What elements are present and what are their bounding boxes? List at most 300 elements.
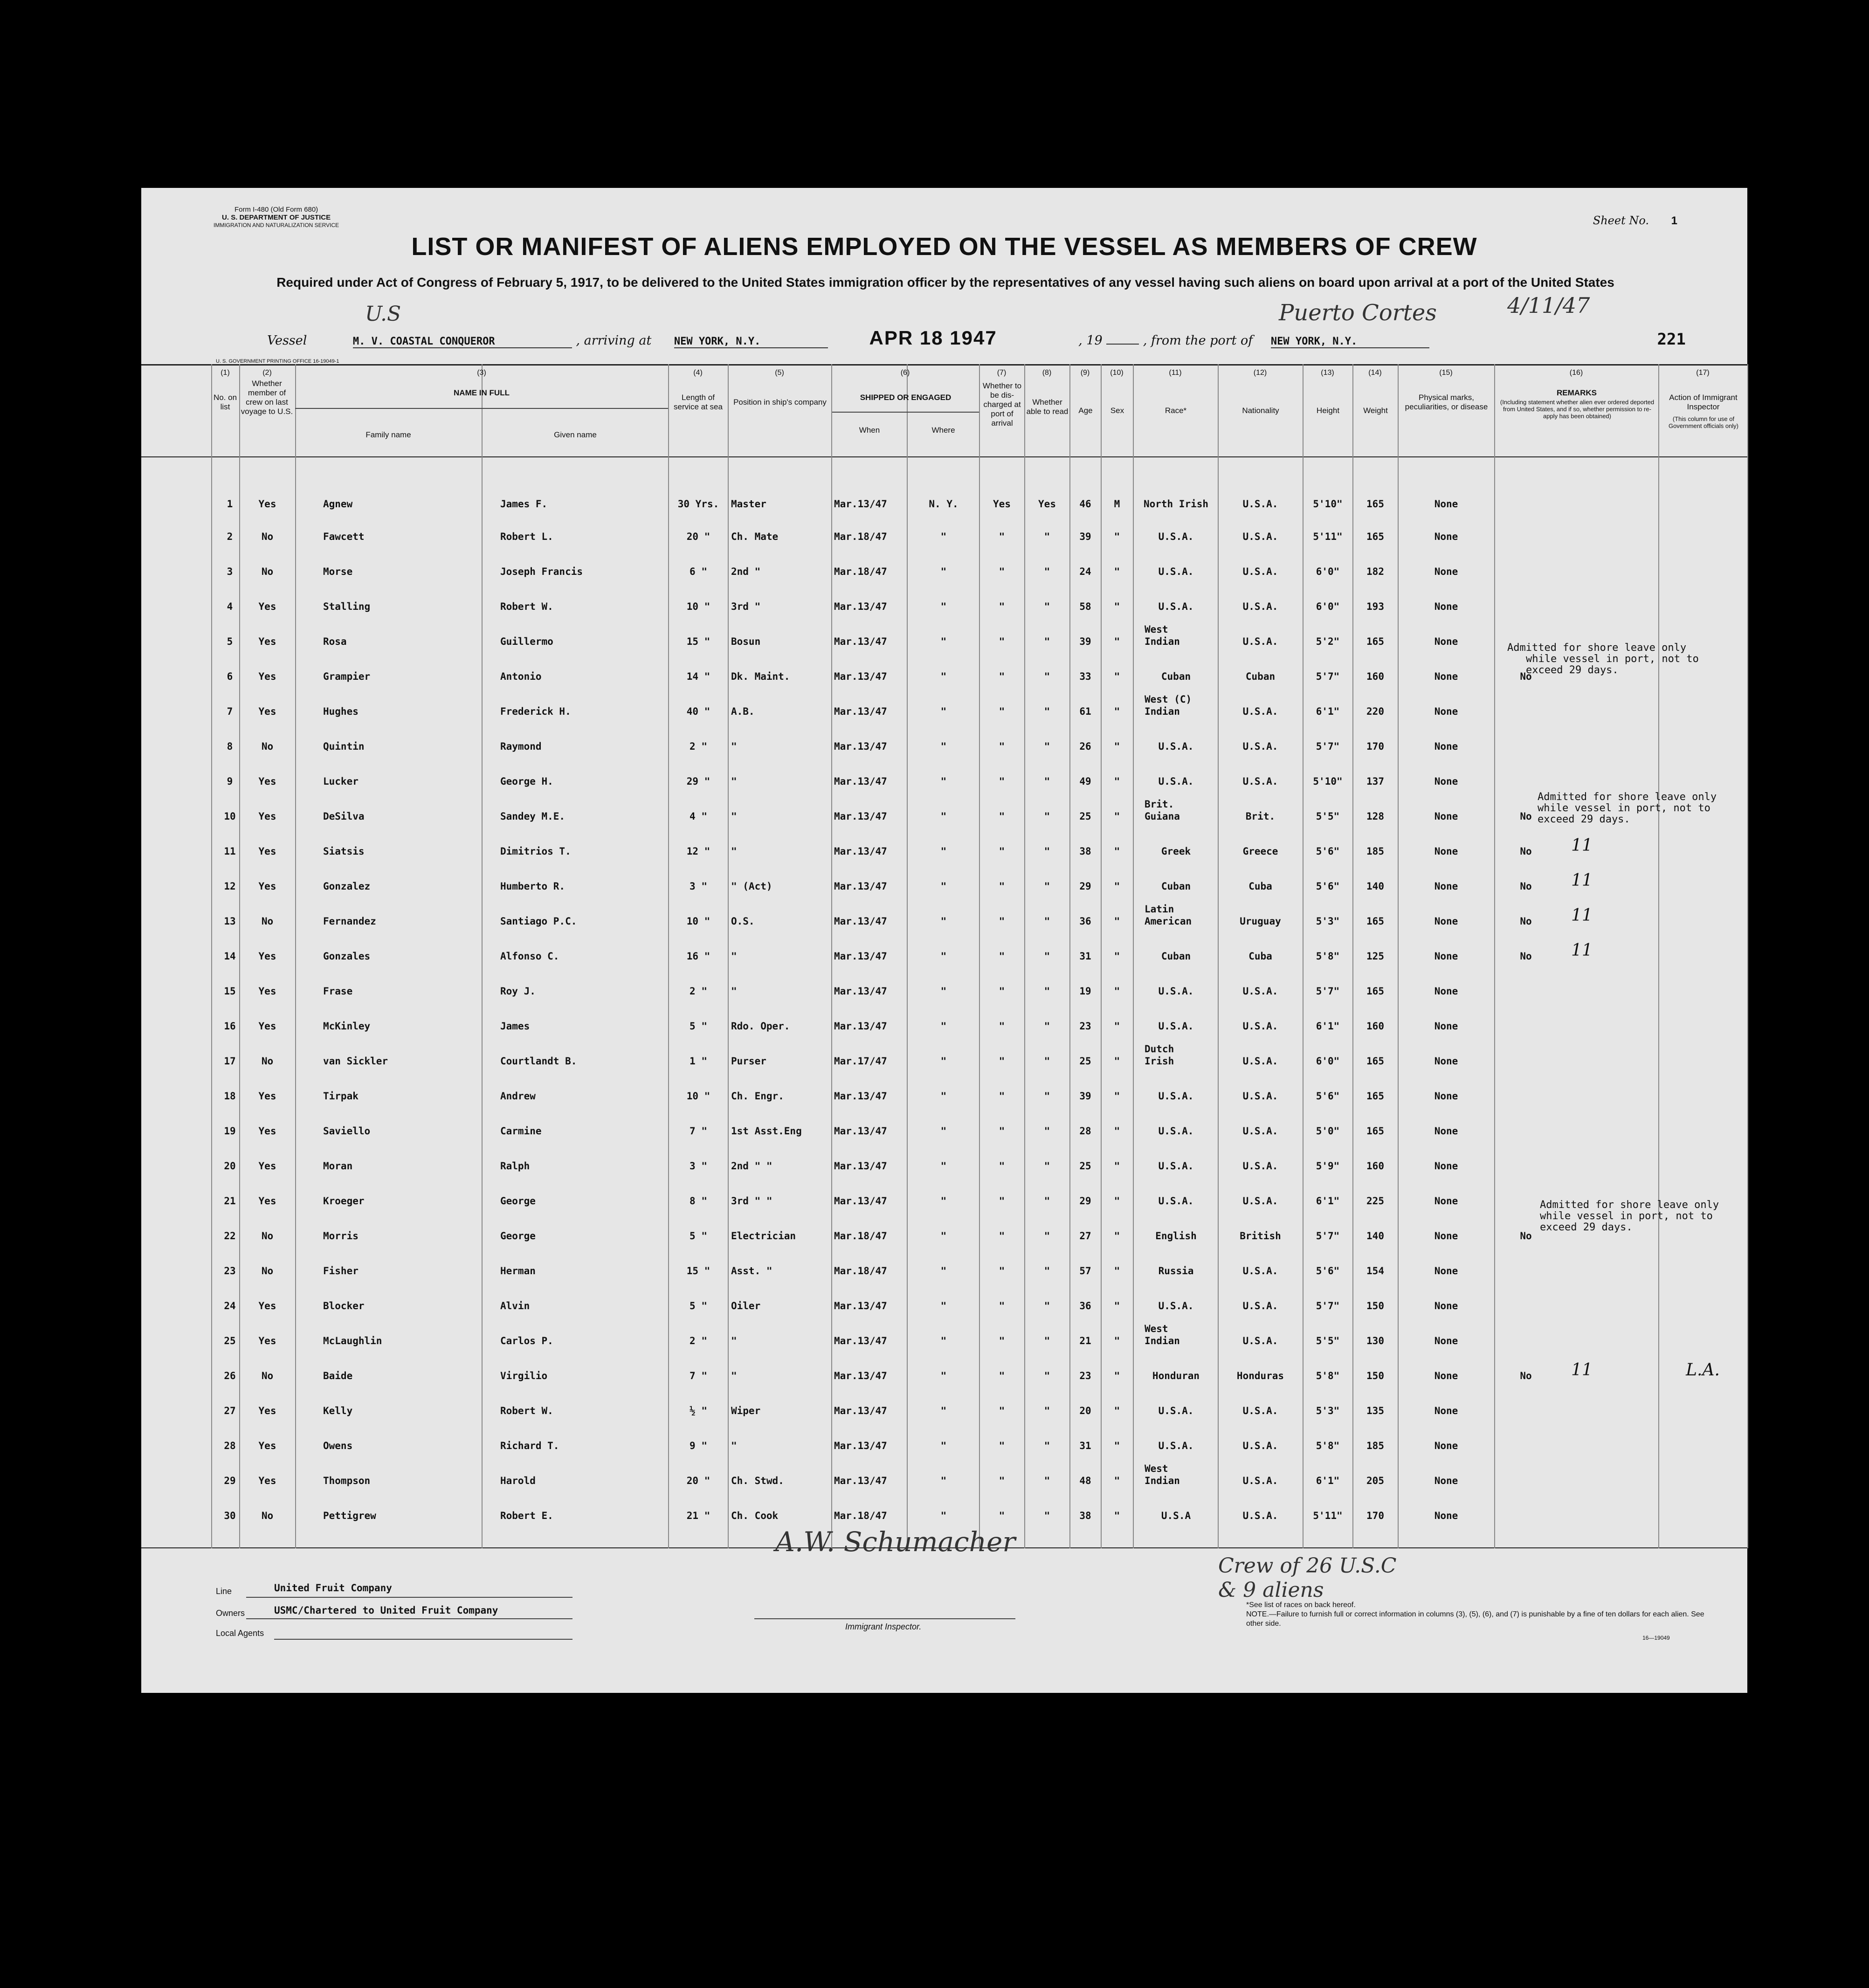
cell-age: 57 (1079, 1265, 1091, 1277)
cell-discharged: " (999, 811, 1005, 822)
cell-position: Ch. Engr. (731, 1091, 784, 1102)
cell-read: " (1044, 811, 1050, 822)
cell-family: Moran (323, 1160, 353, 1172)
cell-physical: None (1434, 846, 1458, 857)
cell-nationality: U.S.A. (1242, 498, 1278, 510)
cell-height: 5'0" (1316, 1125, 1340, 1137)
remark-line: while vessel in port, not to (1540, 1210, 1713, 1222)
cell-rem-no: No (1520, 1370, 1532, 1381)
form-id (214, 206, 339, 229)
cell-read: " (1044, 1056, 1050, 1067)
cell-sex: " (1114, 1195, 1120, 1207)
cell-position: Bosun (731, 636, 761, 647)
cell-no: 23 (224, 1265, 236, 1277)
cell-length: 1 " (690, 1056, 707, 1067)
remark-line: Admitted for shore leave only (1507, 642, 1687, 654)
cell-height: 5'6" (1316, 1091, 1340, 1102)
cell-member: Yes (258, 951, 276, 962)
cell-length: 10 " (686, 601, 710, 612)
cell-nationality: Cuba (1248, 951, 1272, 962)
cell-no: 12 (224, 881, 236, 892)
cell-position: 3rd " " (731, 1195, 772, 1207)
cell-sex: " (1114, 1405, 1120, 1416)
vessel-label: Vessel (267, 333, 307, 348)
cell-discharged: " (999, 566, 1005, 577)
cell-read: " (1044, 916, 1050, 927)
cell-sex: " (1114, 636, 1120, 647)
cell-height: 5'2" (1316, 636, 1340, 647)
cell-weight: 128 (1366, 811, 1384, 822)
cell-position: Ch. Mate (731, 531, 779, 542)
cell-rem-no: No (1520, 916, 1532, 927)
cell-family: Kelly (323, 1405, 353, 1416)
header-when: When (859, 426, 880, 435)
cell-height: 5'3" (1316, 916, 1340, 927)
cell-length: 2 " (690, 986, 707, 997)
cell-rem-ditto: 11 (1571, 1360, 1593, 1380)
cell-nationality: Honduras (1236, 1370, 1284, 1381)
cell-family: Stalling (323, 601, 371, 612)
cell-sex: " (1114, 1056, 1120, 1067)
cell-race: U.S.A. (1158, 986, 1194, 997)
cell-where: " (940, 636, 947, 647)
cell-sex: " (1114, 951, 1120, 962)
cell-physical: None (1434, 1230, 1458, 1242)
cell-member: Yes (258, 1475, 276, 1486)
column-number: (9) (1080, 369, 1090, 377)
cell-age: 36 (1079, 916, 1091, 927)
cell-where: " (940, 531, 947, 542)
line-label: Line (216, 1587, 232, 1596)
cell-when: Mar.13/47 (834, 916, 887, 927)
column-number: (6) (900, 369, 910, 377)
cell-height: 6'1" (1316, 1021, 1340, 1032)
cell-sex: " (1114, 1160, 1120, 1172)
cell-weight: 160 (1366, 1021, 1384, 1032)
cell-given: Santiago P.C. (500, 916, 577, 927)
cell-given: Roy J. (500, 986, 536, 997)
header-where: Where (931, 426, 955, 435)
page-subtitle: Required under Act of Congress of February 5, 1917, to be delivered to the United States immigration officer by the representatives of any vessel having such aliens on board upon arrival at a port of the United States (276, 275, 1614, 290)
cell-sex: " (1114, 811, 1120, 822)
cell-member: No (261, 1510, 274, 1521)
cell-when: Mar.13/47 (834, 636, 887, 647)
cell-where: " (940, 1230, 947, 1242)
cell-member: No (261, 1056, 274, 1067)
cell-age: 29 (1079, 1195, 1091, 1207)
cell-when: Mar.13/47 (834, 1405, 887, 1416)
cell-nationality: U.S.A. (1242, 1405, 1278, 1416)
cell-read: " (1044, 601, 1050, 612)
cell-race: U.S.A. (1158, 1091, 1194, 1102)
cell-race: U.S.A. (1158, 1021, 1194, 1032)
header-height: Height (1316, 406, 1340, 415)
cell-read: " (1044, 636, 1050, 647)
cell-race: West Indian (1145, 1323, 1180, 1346)
cell-weight: 140 (1366, 1230, 1384, 1242)
cell-nationality: U.S.A. (1242, 1091, 1278, 1102)
cell-given: Robert W. (500, 601, 553, 612)
cell-nationality: Cuba (1248, 881, 1272, 892)
cell-action: L.A. (1686, 1360, 1720, 1380)
column-number: (16) (1569, 369, 1583, 377)
cell-sex: " (1114, 986, 1120, 997)
cell-discharged: " (999, 741, 1005, 752)
cell-given: James (500, 1021, 530, 1032)
shipped-divider (832, 412, 979, 413)
cell-race: North Irish (1143, 498, 1209, 510)
cell-race: U.S.A. (1158, 1125, 1194, 1137)
cell-no: 5 (227, 636, 233, 647)
cell-no: 21 (224, 1195, 236, 1207)
cell-given: Antonio (500, 671, 542, 682)
cell-length: 2 " (690, 741, 707, 752)
cell-discharged: " (999, 916, 1005, 927)
cell-sex: " (1114, 706, 1120, 717)
cell-read: " (1044, 566, 1050, 577)
cell-read: " (1044, 1160, 1050, 1172)
cell-height: 5'6" (1316, 846, 1340, 857)
cell-family: van Sickler (323, 1056, 388, 1067)
cell-member: Yes (258, 601, 276, 612)
column-number: (12) (1253, 369, 1267, 377)
cell-age: 49 (1079, 776, 1091, 787)
cell-given: Dimitrios T. (500, 846, 571, 857)
arrival-date-stamp: APR 18 1947 (869, 327, 997, 349)
cell-physical: None (1434, 916, 1458, 927)
cell-family: Blocker (323, 1300, 365, 1312)
cell-member: Yes (258, 1160, 276, 1172)
cell-position: " (Act) (731, 881, 772, 892)
cell-position: " (731, 1335, 737, 1346)
cell-sex: " (1114, 1475, 1120, 1486)
cell-length: 7 " (690, 1370, 707, 1381)
cell-when: Mar.13/47 (834, 951, 887, 962)
cell-discharged: " (999, 1265, 1005, 1277)
cell-age: 19 (1079, 986, 1091, 997)
cell-given: Courtlandt B. (500, 1056, 577, 1067)
cell-nationality: U.S.A. (1242, 706, 1278, 717)
cell-height: 6'1" (1316, 706, 1340, 717)
cell-rem-ditto: 11 (1571, 836, 1593, 855)
cell-given: Robert W. (500, 1405, 553, 1416)
cell-member: Yes (258, 1195, 276, 1207)
cell-height: 6'1" (1316, 1475, 1340, 1486)
cell-weight: 182 (1366, 566, 1384, 577)
header-weight: Weight (1363, 406, 1388, 415)
cell-rem-ditto: 11 (1571, 871, 1593, 890)
cell-no: 14 (224, 951, 236, 962)
cell-race: U.S.A (1161, 1510, 1191, 1521)
cell-position: Master (731, 498, 766, 510)
cell-position: Oiler (731, 1300, 761, 1312)
cell-age: 25 (1079, 811, 1091, 822)
cell-age: 46 (1079, 498, 1091, 510)
cell-height: 5'7" (1316, 1300, 1340, 1312)
cell-length: 20 " (686, 531, 710, 542)
cell-no: 9 (227, 776, 233, 787)
column-number: (13) (1321, 369, 1334, 377)
cell-read: " (1044, 951, 1050, 962)
cell-read: " (1044, 671, 1050, 682)
cell-where: " (940, 1265, 947, 1277)
cell-length: 16 " (686, 951, 710, 962)
remark-line: while vessel in port, not to (1538, 802, 1710, 814)
cell-sex: " (1114, 1440, 1120, 1451)
cell-rem-no: No (1520, 846, 1532, 857)
cell-where: " (940, 986, 947, 997)
cell-given: Andrew (500, 1091, 536, 1102)
cell-when: Mar.13/47 (834, 1160, 887, 1172)
cell-physical: None (1434, 1405, 1458, 1416)
cell-nationality: U.S.A. (1242, 566, 1278, 577)
cell-height: 6'0" (1316, 1056, 1340, 1067)
column-number: (5) (775, 369, 784, 377)
cell-read: " (1044, 1265, 1050, 1277)
cell-discharged: " (999, 1510, 1005, 1521)
cell-length: 5 " (690, 1230, 707, 1242)
cell-no: 16 (224, 1021, 236, 1032)
cell-physical: None (1434, 1440, 1458, 1451)
cell-where: " (940, 1475, 947, 1486)
cell-where: " (940, 1370, 947, 1381)
column-rule (979, 364, 980, 1548)
cell-position: 3rd " (731, 601, 761, 612)
cell-rem-no: No (1520, 811, 1532, 822)
cell-family: Rosa (323, 636, 347, 647)
cell-weight: 150 (1366, 1370, 1384, 1381)
cell-weight: 193 (1366, 601, 1384, 612)
cell-length: ½ " (690, 1405, 707, 1416)
cell-family: Gonzalez (323, 881, 371, 892)
cell-age: 25 (1079, 1160, 1091, 1172)
header-given: Given name (554, 430, 597, 439)
cell-position: Dk. Maint. (731, 671, 790, 682)
cell-family: Morris (323, 1230, 359, 1242)
sheet-value: 1 (1671, 214, 1677, 227)
cell-no: 30 (224, 1510, 236, 1521)
cell-member: Yes (258, 1091, 276, 1102)
column-rule (295, 364, 296, 1548)
races-note: *See list of races on back hereof. (1246, 1601, 1356, 1609)
cell-read: " (1044, 776, 1050, 787)
cell-position: " (731, 846, 737, 857)
cell-when: Mar.18/47 (834, 1510, 887, 1521)
cell-discharged: Yes (993, 498, 1011, 510)
column-rule (831, 364, 832, 1548)
cell-nationality: U.S.A. (1242, 1510, 1278, 1521)
header-member: Whether member of crew on last voyage to U.S. (241, 379, 293, 416)
cell-when: Mar.13/47 (834, 741, 887, 752)
cell-no: 29 (224, 1475, 236, 1486)
cell-read: " (1044, 1195, 1050, 1207)
column-rule (1398, 364, 1399, 1548)
cell-sex: " (1114, 1021, 1120, 1032)
cell-member: Yes (258, 1335, 276, 1346)
cell-nationality: U.S.A. (1242, 636, 1278, 647)
cell-physical: None (1434, 1021, 1458, 1032)
cell-member: Yes (258, 1300, 276, 1312)
cell-family: Siatsis (323, 846, 365, 857)
cell-given: Ralph (500, 1160, 530, 1172)
cell-when: Mar.13/47 (834, 1370, 887, 1381)
cell-age: 31 (1079, 951, 1091, 962)
cell-given: Carmine (500, 1125, 542, 1137)
column-rule (1069, 364, 1070, 1548)
cell-physical: None (1434, 1125, 1458, 1137)
cell-member: No (261, 531, 274, 542)
cell-physical: None (1434, 1195, 1458, 1207)
cell-age: 39 (1079, 1091, 1091, 1102)
cell-when: Mar.13/47 (834, 776, 887, 787)
cell-given: James F. (500, 498, 548, 510)
cell-member: No (261, 566, 274, 577)
cell-where: " (940, 1160, 947, 1172)
cell-when: Mar.13/47 (834, 1091, 887, 1102)
remark-line: Admitted for shore leave only (1538, 791, 1717, 803)
cell-discharged: " (999, 601, 1005, 612)
cell-race: U.S.A. (1158, 531, 1194, 542)
column-rule (728, 364, 729, 1548)
cell-height: 6'0" (1316, 566, 1340, 577)
cell-physical: None (1434, 671, 1458, 682)
header-nationality: Nationality (1242, 406, 1279, 415)
cell-height: 5'7" (1316, 986, 1340, 997)
cell-given: Raymond (500, 741, 542, 752)
cell-where: " (940, 1510, 947, 1521)
cell-weight: 135 (1366, 1405, 1384, 1416)
cell-physical: None (1434, 1091, 1458, 1102)
cell-length: 14 " (686, 671, 710, 682)
cell-nationality: U.S.A. (1242, 601, 1278, 612)
cell-when: Mar.13/47 (834, 1440, 887, 1451)
cell-discharged: " (999, 636, 1005, 647)
cell-race: Russia (1158, 1265, 1194, 1277)
cell-weight: 225 (1366, 1195, 1384, 1207)
cell-read: " (1044, 881, 1050, 892)
cell-physical: None (1434, 1056, 1458, 1067)
cell-weight: 165 (1366, 531, 1384, 542)
cell-race: U.S.A. (1158, 1405, 1194, 1416)
year-prefix: , 19 (1078, 333, 1103, 348)
cell-read: " (1044, 741, 1050, 752)
cell-family: McLaughlin (323, 1335, 382, 1346)
cell-age: 23 (1079, 1370, 1091, 1381)
cell-member: No (261, 1265, 274, 1277)
cell-no: 18 (224, 1091, 236, 1102)
cell-read: " (1044, 1370, 1050, 1381)
cell-position: Rdo. Oper. (731, 1021, 790, 1032)
remark-line: while vessel in port, not to (1526, 653, 1699, 665)
cell-where: " (940, 1440, 947, 1451)
name-divider (295, 408, 668, 409)
cell-sex: " (1114, 916, 1120, 927)
arriving-port: NEW YORK, N.Y. (674, 336, 828, 348)
line-rule (246, 1597, 572, 1598)
cell-where: " (940, 1335, 947, 1346)
cell-length: 30 Yrs. (677, 498, 719, 510)
cell-nationality: British (1240, 1230, 1281, 1242)
cell-family: McKinley (323, 1021, 371, 1032)
cell-position: Electrician (731, 1230, 796, 1242)
cell-position: " (731, 986, 737, 997)
cell-rem-ditto: 11 (1571, 941, 1593, 960)
column-number: (2) (262, 369, 272, 377)
cell-nationality: U.S.A. (1242, 776, 1278, 787)
cell-race: U.S.A. (1158, 776, 1194, 787)
column-number: (10) (1110, 369, 1124, 377)
crew-count-note: Crew of 26 U.S.C & 9 aliens (1218, 1554, 1397, 1602)
cell-discharged: " (999, 1405, 1005, 1416)
cell-no: 20 (224, 1160, 236, 1172)
cell-race: West Indian (1145, 624, 1180, 647)
cell-when: Mar.18/47 (834, 1230, 887, 1242)
cell-height: 5'11" (1313, 531, 1343, 542)
cell-age: 25 (1079, 1056, 1091, 1067)
cell-discharged: " (999, 881, 1005, 892)
cell-weight: 170 (1366, 741, 1384, 752)
cell-physical: None (1434, 881, 1458, 892)
cell-age: 58 (1079, 601, 1091, 612)
cell-read: " (1044, 846, 1050, 857)
cell-discharged: " (999, 1475, 1005, 1486)
cell-physical: None (1434, 1510, 1458, 1521)
cell-position: Wiper (731, 1405, 761, 1416)
cell-given: Richard T. (500, 1440, 559, 1451)
cell-read: " (1044, 986, 1050, 997)
cell-nationality: Greece (1242, 846, 1278, 857)
cell-nationality: U.S.A. (1242, 1021, 1278, 1032)
cell-where: " (940, 1091, 947, 1102)
cell-family: Thompson (323, 1475, 371, 1486)
cell-length: 12 " (686, 846, 710, 857)
cell-discharged: " (999, 531, 1005, 542)
cell-discharged: " (999, 1021, 1005, 1032)
cell-discharged: " (999, 1125, 1005, 1137)
column-number: (14) (1368, 369, 1382, 377)
cell-weight: 185 (1366, 846, 1384, 857)
handwritten-date: 4/11/47 (1507, 293, 1590, 318)
cell-physical: None (1434, 566, 1458, 577)
column-rule (1494, 364, 1495, 1548)
inspector-label: Immigrant Inspector. (845, 1622, 922, 1631)
cell-no: 2 (227, 531, 233, 542)
column-number: (11) (1169, 369, 1182, 377)
cell-nationality: U.S.A. (1242, 1056, 1278, 1067)
cell-read: " (1044, 1405, 1050, 1416)
agents-label: Local Agents (216, 1629, 264, 1638)
page-title: LIST OR MANIFEST OF ALIENS EMPLOYED ON THE VESSEL AS MEMBERS OF CREW (411, 233, 1477, 261)
cell-height: 5'5" (1316, 1335, 1340, 1346)
cell-when: Mar.13/47 (834, 846, 887, 857)
cell-given: Alfonso C. (500, 951, 559, 962)
remark-shore-leave-2 (1538, 792, 1717, 825)
remark-shore-leave-1 (1507, 642, 1699, 676)
vessel-line (267, 327, 1686, 349)
remark-line: Admitted for shore leave only (1540, 1199, 1719, 1211)
cell-discharged: " (999, 951, 1005, 962)
cell-physical: None (1434, 706, 1458, 717)
cell-member: Yes (258, 811, 276, 822)
cell-given: Frederick H. (500, 706, 571, 717)
cell-length: 3 " (690, 1160, 707, 1172)
cell-family: Pettigrew (323, 1510, 376, 1521)
column-rule (482, 364, 483, 1548)
cell-race: English (1155, 1230, 1197, 1242)
cell-read: " (1044, 1440, 1050, 1451)
cell-when: Mar.13/47 (834, 1475, 887, 1486)
cell-sex: " (1114, 881, 1120, 892)
